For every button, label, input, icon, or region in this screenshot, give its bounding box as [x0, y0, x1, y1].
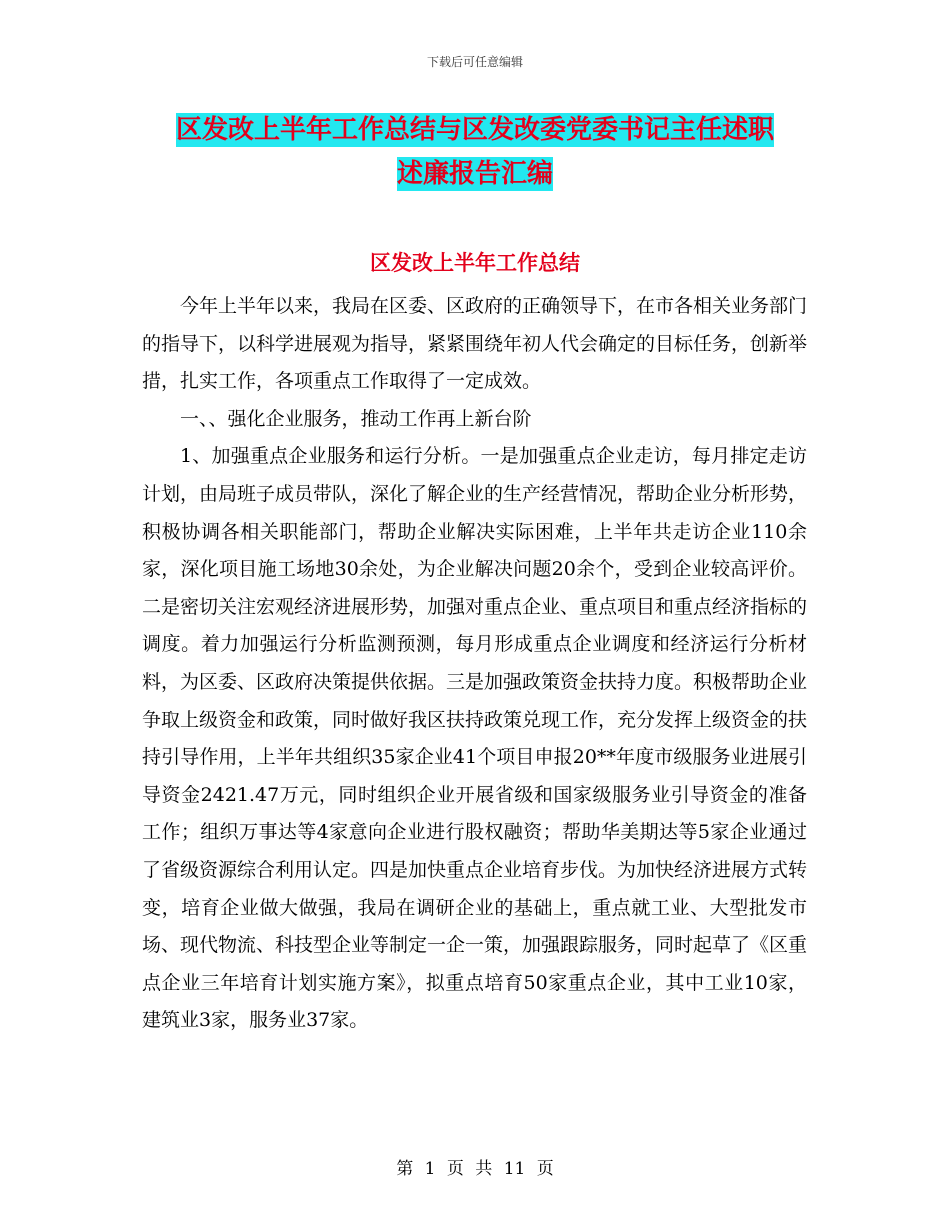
document-title-text-1: 区发改上半年工作总结与区发改委党委书记主任述职	[175, 115, 774, 145]
paragraph-heading-1: 一、、强化企业服务，推动工作再上新台阶	[180, 407, 532, 430]
document-title-line-1	[0, 108, 950, 152]
document-title-line-2	[0, 152, 950, 196]
document-title	[0, 108, 950, 196]
paragraph-intro: 今年上半年以来，我局在区委、区政府的正确领导下，在市各相关业务部门的指导下，以科学进展观为指导，紧紧围绕年初人代会确定的目标任务，创新举措，扎实工作，各项重点工作取得了一定成效。	[142, 295, 808, 393]
section-title: 区发改上半年工作总结	[370, 250, 580, 275]
paragraph-item-1: 1、加强重点企业服务和运行分析。一是加强重点企业走访，每月排定走访计划，由局班子成员带队，深化了解企业的生产经营情况，帮助企业分析形势，积极协调各相关职能部门，帮助企业解决实际困难，上半年共走访企业110余家，深化项目施工场地30余处，为企业解决问题20余个，受到企业较高评价。二是密切关注宏观经济进展形势，加强对重点企业、重点项目和重点经济指标的调度。着力加强运行分析监测预测，每月形成重点企业调度和经济运行分析材料，为区委、区政府决策提供依据。三是加强政策资金扶持力度。积极帮助企业争取上级资金和政策，同时做好我区扶持政策兑现工作，充分发挥上级资金的扶持引导作用，上半年共组织35家企业41个项目申报20**年度市级服务业进展引导资金2421.47万元，同时组织企业开展省级和国家级服务业引导资金的准备工作；组织万事达等4家意向企业进行股权融资；帮助华美期达等5家企业通过了省级资源综合利用认定。四是加快重点企业培育步伐。为加快经济进展方式转变，培育企业做大做强，我局在调研企业的基础上，重点就工业、大型批发市场、现代物流、科技型企业等制定一企一策，加强跟踪服务，同时起草了《区重点企业三年培育计划实施方案》，拟重点培育50家重点企业，其中工业10家，建筑业3家，服务业37家。	[142, 445, 808, 1032]
page-footer: 第 1 页 共 11 页	[396, 1159, 554, 1179]
header-note: 下载后可任意编辑	[426, 55, 523, 69]
body-text	[142, 288, 807, 1040]
document-title-text-2: 述廉报告汇编	[396, 159, 553, 189]
